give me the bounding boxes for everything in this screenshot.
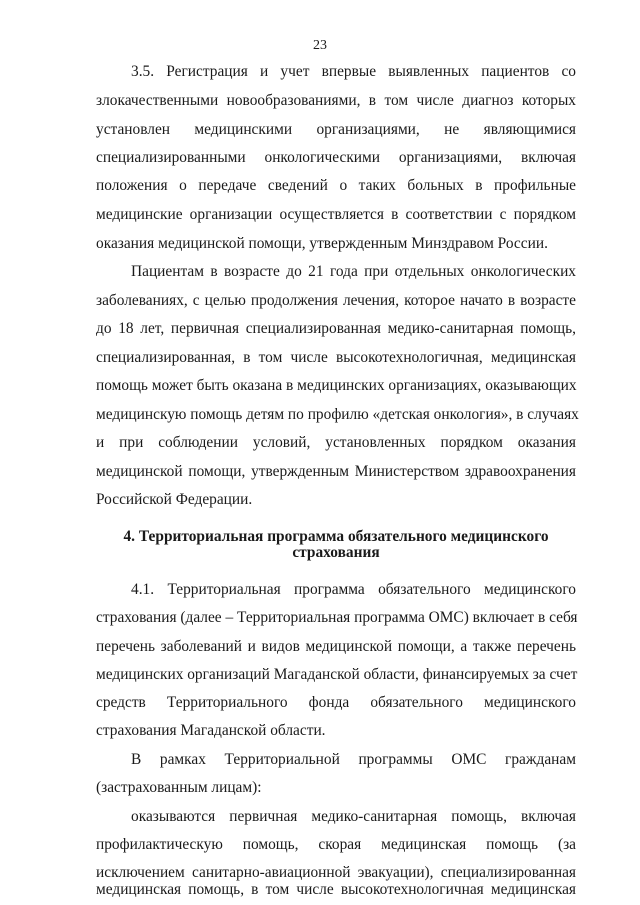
heading-line: страхования [292, 544, 380, 561]
text-line: В рамках Территориальной программы ОМС гражданам [131, 751, 576, 768]
text-line: и при соблюдении условий, установленных порядком оказания [96, 434, 576, 451]
text-line: медицинские организации осуществляется в соответствии с порядком [96, 206, 576, 223]
text-line: специализированными онкологическими организациями, включая [96, 149, 576, 166]
text-line: средств Территориального фонда обязательного медицинского [96, 694, 576, 711]
text-line: 4.1. Территориальная программа обязательного медицинского [131, 581, 576, 598]
text-line: оказания медицинской помощи, утвержденным Минздравом России. [96, 235, 548, 252]
text-line: медицинских организаций Магаданской области, финансируемых за счет [96, 666, 578, 683]
text-line: Российской Федерации. [96, 491, 253, 508]
text-line: положения о передаче сведений о таких больных в профильные [96, 177, 576, 194]
text-line: до 18 лет, первичная специализированная медико-санитарная помощь, [96, 320, 576, 337]
text-line: оказываются первичная медико-санитарная помощь, включая [131, 808, 576, 825]
text-line: заболеваниях, с целью продолжения лечения, которое начато в возрасте [96, 292, 576, 309]
text-line: медицинской помощи, утвержденным Министерством здравоохранения [96, 463, 576, 480]
heading-line: 4. Территориальная программа обязательного медицинского [123, 528, 549, 545]
text-line: медицинскую помощь детям по профилю «детская онкология», в случаях [96, 406, 579, 423]
text-line: перечень заболеваний и видов медицинской помощи, а также перечень [96, 638, 576, 655]
text-line: медицинская помощь, в том числе высокотехнологичная медицинская [96, 881, 576, 898]
text-line: злокачественными новообразованиями, в том числе диагноз которых [96, 92, 576, 109]
text-line: специализированная, в том числе высокотехнологичная, медицинская [96, 349, 576, 366]
text-line: страхования Магаданской области. [96, 722, 326, 739]
text-line: (застрахованным лицам): [96, 779, 262, 796]
text-line: Пациентам в возрасте до 21 года при отдельных онкологических [131, 263, 576, 280]
text-line: помощь может быть оказана в медицинских организациях, оказывающих [96, 377, 577, 394]
page-number: 23 [313, 38, 327, 53]
text-line: профилактическую помощь, скорая медицинская помощь (за [96, 836, 576, 853]
text-line: исключением санитарно-авиационной эвакуации), специализированная [96, 864, 576, 881]
text-line: страхования (далее – Территориальная программа ОМС) включает в себя [96, 609, 578, 626]
text-line: установлен медицинскими организациями, не являющимися [96, 121, 576, 138]
text-line: 3.5. Регистрация и учет впервые выявленных пациентов со [131, 63, 576, 80]
